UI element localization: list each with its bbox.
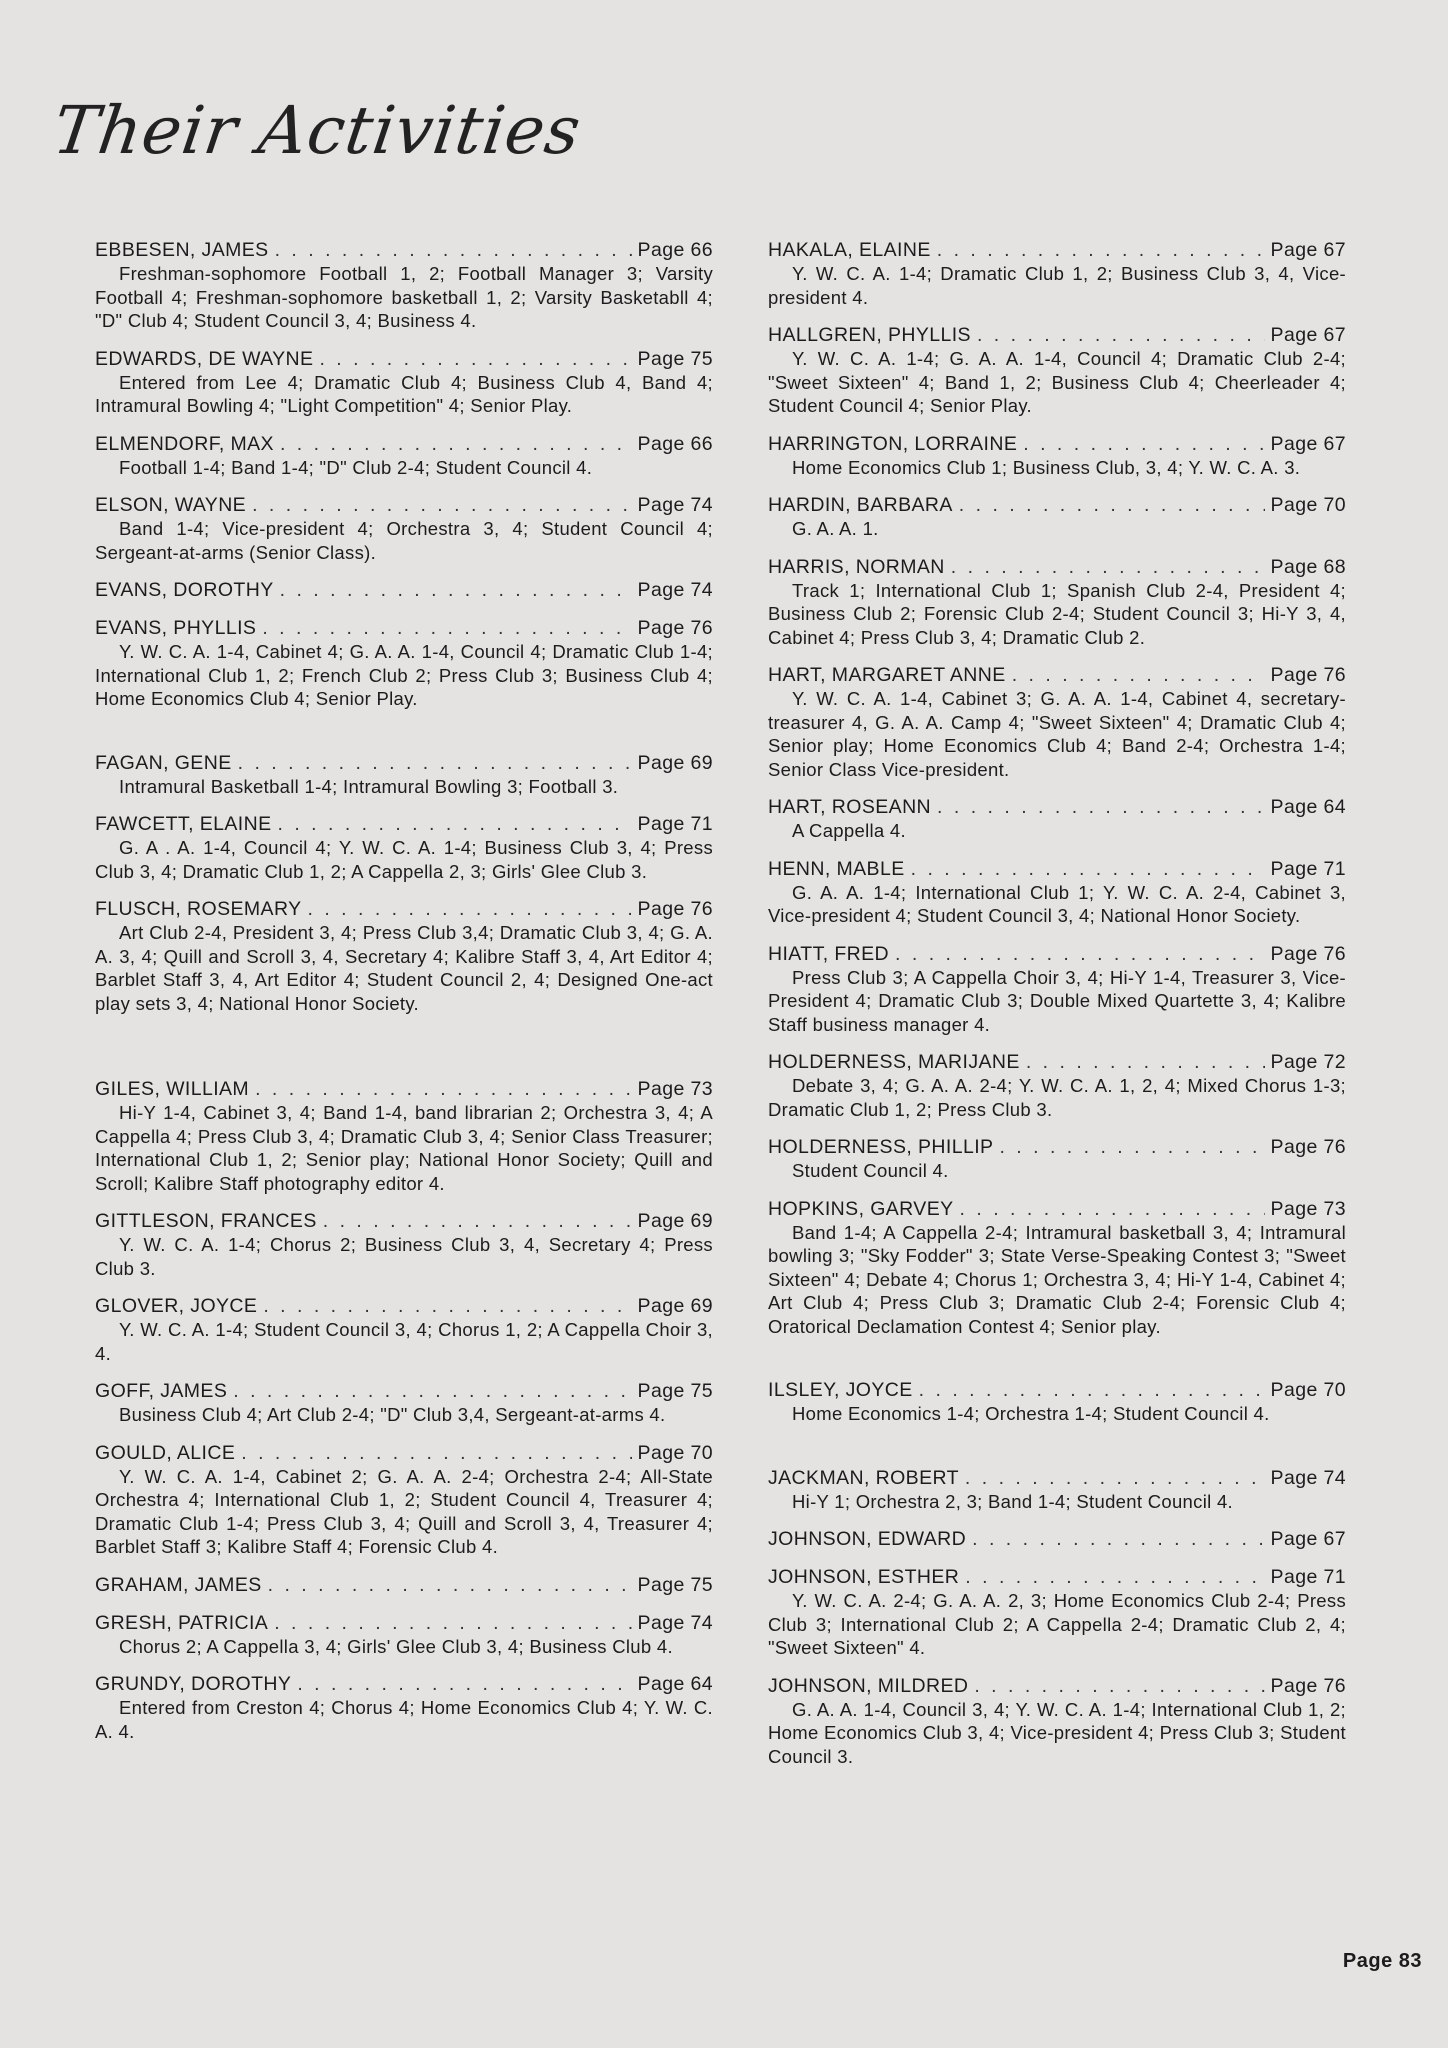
activities-text: Football 1-4; Band 1-4; "D" Club 2-4; Student Council 4.: [119, 456, 593, 478]
activities-text: G. A. A. 1-4, Council 3, 4; Y. W. C. A. 1-4; International Club 1, 2; Home Economics Club 3, 4; Vice-president 4; Press Club 3; Student Council 3.: [768, 1698, 1346, 1767]
student-entry: [768, 323, 1346, 418]
student-entry: [95, 432, 713, 480]
entry-heading: [95, 812, 713, 836]
student-name: EVANS, DOROTHY: [95, 579, 274, 601]
page-reference: Page 75: [637, 1380, 713, 1402]
student-entry: [95, 616, 713, 711]
dot-leader: [951, 555, 1265, 579]
page-reference: Page 76: [637, 617, 713, 639]
student-name: HAKALA, ELAINE: [768, 239, 931, 261]
student-name: GRAHAM, JAMES: [95, 1573, 262, 1596]
dot-leader: [308, 897, 632, 921]
student-name: JOHNSON, EDWARD: [768, 1528, 967, 1550]
dot-leader: [255, 1077, 631, 1101]
page-reference: Page 73: [637, 1078, 713, 1100]
activities-text: Entered from Lee 4; Dramatic Club 4; Business Club 4, Band 4; Intramural Bowling 4; "Light Competition" 4; Senior Play.: [95, 371, 713, 416]
page-reference: Page 71: [637, 813, 713, 835]
entry-heading: [768, 1466, 1346, 1490]
activities-text: Student Council 4.: [792, 1160, 949, 1181]
student-name: HENN, MABLE: [768, 857, 905, 880]
entry-heading: [95, 1573, 713, 1597]
page-reference: Page 76: [1270, 942, 1346, 965]
student-name: HIATT, FRED: [768, 942, 890, 965]
entry-heading: [768, 1197, 1346, 1221]
page-reference: Page 64: [637, 1673, 713, 1695]
page-reference: Page 66: [637, 432, 713, 455]
activities-text: Press Club 3; A Cappella Choir 3, 4; Hi-Y 1-4, Treasurer 3, Vice-President 4; Dramatic Club 3; Double Mixed Quartette 3, 4; Kalibre Staff business manager 4.: [768, 966, 1346, 1035]
student-name: HART, ROSEANN: [768, 796, 932, 818]
entry-heading: [768, 1378, 1346, 1402]
student-entry: [768, 1565, 1346, 1660]
activities-text: Y. W. C. A. 1-4; Student Council 3, 4; Chorus 1, 2; A Cappella Choir 3, 4.: [95, 1319, 713, 1364]
dot-leader: [911, 857, 1265, 881]
student-entry: [768, 432, 1346, 480]
page-reference: Page 74: [1270, 1466, 1346, 1489]
activities-text: Hi-Y 1; Orchestra 2, 3; Band 1-4; Student Council 4.: [792, 1490, 1233, 1512]
activities-text: Y. W. C. A. 1-4, Cabinet 2; G. A. A. 2-4; Orchestra 2-4; All-State Orchestra 4; International Club 1, 2; Student Council 4, Treasurer 4; Dramatic Club 1-4; Press Club 3, 4; Quill and Scroll 3, 4, Treasurer 4; Barblet Staff 3; Kalibre Staff 4; Forensic Club 4.: [95, 1465, 713, 1557]
student-name: HARRIS, NORMAN: [768, 555, 945, 578]
activities-text: Home Economics 1-4; Orchestra 1-4; Student Council 4.: [792, 1403, 1270, 1424]
activities-text: Band 1-4; A Cappella 2-4; Intramural basketball 3, 4; Intramural bowling 3; "Sky Fodder" 3; State Verse-Speaking Contest 3; "Sweet Sixteen" 4; Debate 4; Chorus 1; Orchestra 3, 4; Hi-Y 1-4, Cabinet 4; Art Club 4; Press Club 3; Dramatic Club 2-4; Forensic Club 4; Oratorical Declamation Contest 4; Senior play.: [768, 1221, 1346, 1337]
entry-heading: [768, 238, 1346, 262]
student-name: HALLGREN, PHYLLIS: [768, 324, 971, 346]
entry-heading: [95, 238, 713, 262]
student-entry: [768, 795, 1346, 843]
entry-heading: [768, 857, 1346, 881]
dot-leader: [233, 1379, 631, 1403]
activities-text: Y. W. C. A. 1-4; G. A. A. 1-4, Council 4; Dramatic Club 2-4; "Sweet Sixteen" 4; Band 1, 2; Business Club 4; Cheerleader 4; Student Council 4; Senior Play.: [768, 348, 1346, 416]
activities-text: A Cappella 4.: [792, 820, 906, 841]
page-reference: Page 69: [637, 1295, 713, 1317]
dot-leader: [895, 942, 1265, 966]
student-entry: [95, 1573, 713, 1597]
page-reference: Page 70: [1270, 494, 1346, 516]
dot-leader: [280, 432, 632, 456]
page-reference: Page 68: [1270, 555, 1346, 578]
student-entry: [768, 555, 1346, 650]
dot-leader: [274, 1611, 631, 1635]
entry-heading: [95, 1077, 713, 1101]
student-name: GITTLESON, FRANCES: [95, 1210, 317, 1232]
entry-heading: [768, 663, 1346, 687]
dot-leader: [959, 493, 1265, 517]
entry-heading: [768, 795, 1346, 819]
student-entry: [95, 238, 713, 333]
student-name: GOULD, ALICE: [95, 1441, 236, 1464]
student-entry: [768, 238, 1346, 309]
entry-heading: [768, 1135, 1346, 1159]
entry-heading: [95, 1611, 713, 1635]
page-reference: Page 66: [637, 239, 713, 261]
entry-heading: [95, 751, 713, 775]
page-reference: Page 70: [1270, 1379, 1346, 1401]
student-entry: [768, 857, 1346, 928]
dot-leader: [974, 1674, 1264, 1698]
student-entry: [768, 1378, 1346, 1426]
dot-leader: [252, 493, 631, 517]
dot-leader: [919, 1378, 1265, 1402]
page-reference: Page 69: [637, 751, 713, 774]
page-reference: Page 67: [1270, 239, 1346, 261]
student-name: FAWCETT, ELAINE: [95, 813, 272, 835]
student-entry: [95, 578, 713, 602]
left-column: [95, 224, 713, 1743]
entry-heading: [768, 555, 1346, 579]
activities-text: Band 1-4; Vice-president 4; Orchestra 3, 4; Student Council 4; Sergeant-at-arms (Senior Class).: [95, 518, 713, 563]
entry-heading: [95, 1441, 713, 1465]
page-reference: Page 73: [1270, 1197, 1346, 1220]
student-entry: [768, 1050, 1346, 1121]
dot-leader: [275, 238, 632, 262]
student-entry: [95, 751, 713, 799]
dot-leader: [960, 1197, 1265, 1221]
student-name: GRESH, PATRICIA: [95, 1611, 269, 1634]
student-name: GLOVER, JOYCE: [95, 1295, 258, 1317]
entry-heading: [768, 1674, 1346, 1698]
page-reference: Page 75: [637, 347, 713, 370]
student-entry: [95, 897, 713, 1015]
student-entry: [95, 1611, 713, 1659]
page-reference: Page 76: [1270, 1674, 1346, 1697]
student-entry: [768, 1674, 1346, 1769]
activities-text: Debate 3, 4; G. A. A. 2-4; Y. W. C. A. 1, 2, 4; Mixed Chorus 1-3; Dramatic Club 1, 2; Press Club 3.: [768, 1075, 1346, 1120]
student-entry: [768, 1135, 1346, 1183]
student-entry: [95, 493, 713, 564]
student-entry: [95, 1379, 713, 1427]
entry-heading: [768, 1527, 1346, 1551]
student-name: HOLDERNESS, MARIJANE: [768, 1051, 1020, 1073]
student-name: EVANS, PHYLLIS: [95, 617, 257, 639]
student-name: HARDIN, BARBARA: [768, 494, 953, 516]
entry-heading: [95, 1294, 713, 1318]
student-entry: [768, 493, 1346, 541]
activities-text: G. A. A. 1.: [792, 518, 879, 539]
dot-leader: [238, 751, 632, 775]
student-name: ILSLEY, JOYCE: [768, 1379, 913, 1401]
page-reference: Page 76: [1270, 664, 1346, 686]
student-name: JOHNSON, MILDRED: [768, 1674, 969, 1697]
student-entry: [95, 1209, 713, 1280]
student-name: HARRINGTON, LORRAINE: [768, 432, 1018, 455]
dot-leader: [323, 1209, 632, 1233]
entry-heading: [768, 432, 1346, 456]
student-entry: [768, 663, 1346, 781]
activities-text: Entered from Creston 4; Chorus 4; Home Economics Club 4; Y. W. C. A. 4.: [95, 1697, 713, 1742]
activities-text: Freshman-sophomore Football 1, 2; Football Manager 3; Varsity Football 4; Freshman-sophomore basketball 1, 2; Varsity Basketabll 4; "D" Club 4; Student Council 3, 4; Business 4.: [95, 263, 713, 331]
dot-leader: [999, 1135, 1264, 1159]
dot-leader: [965, 1565, 1264, 1589]
dot-leader: [972, 1527, 1264, 1551]
activities-text: G. A. A. 1-4; International Club 1; Y. W. C. A. 2-4, Cabinet 3, Vice-president 4; Student Council 3, 4; National Honor Society.: [768, 881, 1346, 926]
activities-text: Y. W. C. A. 1-4, Cabinet 4; G. A. A. 1-4, Council 4; Dramatic Club 1-4; International Club 1, 2; French Club 2; Press Club 3; Business Club 4; Home Economics Club 4; Senior Play.: [95, 641, 713, 709]
activities-text: Chorus 2; A Cappella 3, 4; Girls' Glee Club 3, 4; Business Club 4.: [119, 1635, 673, 1657]
dot-leader: [1026, 1050, 1265, 1074]
right-column: [768, 224, 1346, 1768]
student-name: GOFF, JAMES: [95, 1380, 228, 1402]
dot-leader: [977, 323, 1265, 347]
student-name: FLUSCH, ROSEMARY: [95, 898, 302, 920]
student-name: JACKMAN, ROBERT: [768, 1466, 959, 1489]
student-name: EBBESEN, JAMES: [95, 239, 269, 261]
student-name: GRUNDY, DOROTHY: [95, 1673, 292, 1695]
page-reference: Page 75: [637, 1573, 713, 1596]
dot-leader: [937, 795, 1265, 819]
dot-leader: [965, 1466, 1265, 1490]
student-name: GILES, WILLIAM: [95, 1078, 250, 1100]
page-reference: Page 67: [1270, 324, 1346, 346]
student-entry: [95, 1077, 713, 1195]
dot-leader: [297, 1672, 631, 1696]
student-entry: [95, 1672, 713, 1743]
page-reference: Page 67: [1270, 1528, 1346, 1550]
entry-heading: [768, 942, 1346, 966]
activities-text: Art Club 2-4, President 3, 4; Press Club 3,4; Dramatic Club 3, 4; G. A. A. 3, 4; Quill and Scroll 3, 4, Secretary 4; Kalibre Staff 3, 4, Art Editor 4; Barblet Staff 3, 4, Art Editor 4; Student Council 2, 4; Designed One-act play sets 3, 4; National Honor Society.: [95, 922, 713, 1014]
entry-heading: [95, 347, 713, 371]
activities-text: Home Economics Club 1; Business Club, 3, 4; Y. W. C. A. 3.: [792, 456, 1301, 478]
activities-text: G. A . A. 1-4, Council 4; Y. W. C. A. 1-4; Business Club 3, 4; Press Club 3, 4; Dramatic Club 1, 2; A Cappella 2, 3; Girls' Glee Club 3.: [95, 837, 713, 882]
entry-heading: [95, 1379, 713, 1403]
page-number: Page 83: [1342, 1950, 1422, 1972]
dot-leader: [937, 238, 1265, 262]
page-title: Their Activities: [48, 92, 586, 169]
dot-leader: [268, 1573, 632, 1597]
student-name: HOPKINS, GARVEY: [768, 1197, 954, 1220]
dot-leader: [1012, 663, 1265, 687]
page-reference: Page 74: [637, 1611, 713, 1634]
activities-text: Track 1; International Club 1; Spanish Club 2-4, President 4; Business Club 2; Forensic Club 2-4; Student Council 3; Hi-Y 3, 4, Cabinet 4; Press Club 3, 4; Dramatic Club 2.: [768, 579, 1346, 648]
entry-heading: [768, 1565, 1346, 1589]
activities-text: Y. W. C. A. 1-4, Cabinet 3; G. A. A. 1-4, Cabinet 4, secretary-treasurer 4, G. A. A. Camp 4; "Sweet Sixteen" 4; Dramatic Club 4; Senior play; Home Economics Club 4; Band 2-4; Orchestra 1-4; Senior Class Vice-president.: [768, 688, 1346, 780]
student-name: HART, MARGARET ANNE: [768, 664, 1006, 686]
page-reference: Page 74: [637, 579, 713, 601]
student-entry: [95, 1294, 713, 1365]
dot-leader: [241, 1441, 631, 1465]
page-reference: Page 72: [1270, 1051, 1346, 1073]
entry-heading: [95, 432, 713, 456]
activities-text: Y. W. C. A. 1-4; Chorus 2; Business Club 3, 4, Secretary 4; Press Club 3.: [95, 1234, 713, 1279]
activities-text: Business Club 4; Art Club 2-4; "D" Club 3,4, Sergeant-at-arms 4.: [119, 1404, 666, 1425]
page-reference: Page 67: [1270, 432, 1346, 455]
student-entry: [95, 1441, 713, 1559]
dot-leader: [262, 616, 631, 640]
student-name: HOLDERNESS, PHILLIP: [768, 1136, 994, 1158]
dot-leader: [280, 578, 632, 602]
entry-heading: [768, 1050, 1346, 1074]
entry-heading: [95, 897, 713, 921]
entry-heading: [95, 616, 713, 640]
activities-text: Intramural Basketball 1-4; Intramural Bowling 3; Football 3.: [119, 775, 619, 797]
student-entry: [768, 1197, 1346, 1339]
entry-heading: [95, 1672, 713, 1696]
student-entry: [95, 347, 713, 418]
activities-text: Hi-Y 1-4, Cabinet 3, 4; Band 1-4, band librarian 2; Orchestra 3, 4; A Cappella 4; Press Club 3, 4; Dramatic Club 3, 4; Senior Class Treasurer; International Club 1, 2; Senior play; National Honor Society; Quill and Scroll; Kalibre Staff photography editor 4.: [95, 1102, 713, 1194]
activities-text: Y. W. C. A. 1-4; Dramatic Club 1, 2; Business Club 3, 4, Vice-president 4.: [768, 263, 1346, 308]
page-reference: Page 71: [1270, 1566, 1346, 1588]
page-reference: Page 71: [1270, 857, 1346, 880]
page-reference: Page 64: [1270, 796, 1346, 818]
student-name: ELMENDORF, MAX: [95, 432, 274, 455]
page-reference: Page 69: [637, 1210, 713, 1232]
page-reference: Page 76: [1270, 1136, 1346, 1158]
student-entry: [95, 812, 713, 883]
entry-heading: [95, 493, 713, 517]
page-reference: Page 74: [637, 494, 713, 516]
dot-leader: [263, 1294, 631, 1318]
student-name: ELSON, WAYNE: [95, 494, 247, 516]
entry-heading: [95, 1209, 713, 1233]
activities-text: Y. W. C. A. 2-4; G. A. A. 2, 3; Home Economics Club 2-4; Press Club 3; International Club 2; A Cappella 2-4; Dramatic Club 2, 4; "Sweet Sixteen" 4.: [768, 1590, 1346, 1658]
student-name: FAGAN, GENE: [95, 751, 232, 774]
dot-leader: [277, 812, 631, 836]
dot-leader: [1023, 432, 1264, 456]
student-name: JOHNSON, ESTHER: [768, 1566, 960, 1588]
dot-leader: [319, 347, 631, 371]
entry-heading: [768, 493, 1346, 517]
student-entry: [768, 1527, 1346, 1551]
student-name: EDWARDS, DE WAYNE: [95, 347, 314, 370]
student-entry: [768, 1466, 1346, 1514]
entry-heading: [768, 323, 1346, 347]
page-reference: Page 70: [637, 1441, 713, 1464]
entry-heading: [95, 578, 713, 602]
page-reference: Page 76: [637, 898, 713, 920]
student-entry: [768, 942, 1346, 1037]
